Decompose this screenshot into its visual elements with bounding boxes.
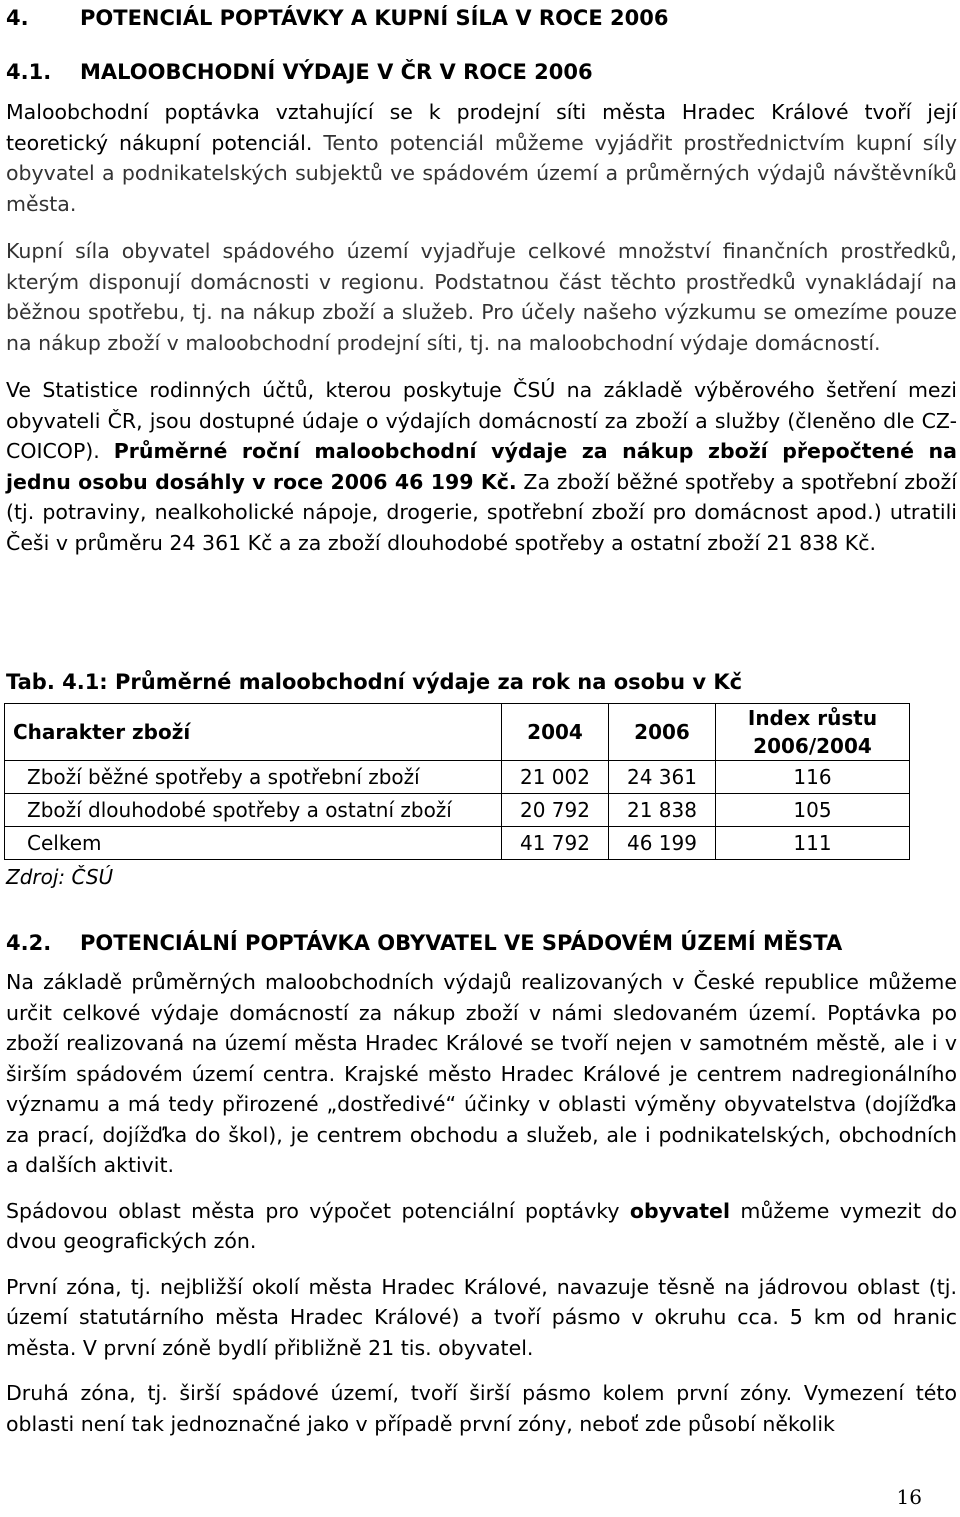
paragraph-text: Pro účely našeho výzkumu se omezíme pouze na nákup zboží v maloobchodní prodejní síti, tj. na maloobchodní výdaje domácností. [6, 300, 957, 355]
table-source: Zdroj: ČSÚ [6, 865, 114, 889]
paragraph-text: Spádovou oblast města pro výpočet potenciální poptávky [6, 1198, 620, 1223]
chapter-heading [6, 4, 668, 32]
section-4-1-body [6, 97, 957, 558]
paragraph-retail-demand [6, 97, 957, 219]
row-label: Celkem [5, 827, 502, 860]
paragraph-first-zone: První zóna, tj. nejbližší okolí města Hradec Králové, navazuje těsně na jádrovou oblast (tj. území statutárního města Hradec Králové) a tvoří pásmo v okruhu cca. 5 km od hranic města. V první zóně bydlí přibližně 21 tis. obyvatel. [6, 1274, 957, 1360]
header-index: Index růstu 2006/2004 [716, 704, 910, 761]
table-header-row [5, 704, 910, 761]
section-4-2-body [6, 967, 957, 1439]
row-index: 111 [716, 827, 910, 860]
retail-expenditure-table [4, 703, 910, 860]
section-title: POTENCIÁLNÍ POPTÁVKA OBYVATEL VE SPÁDOVÉM ÚZEMÍ MĚSTA [80, 931, 843, 955]
row-value-2004: 41 792 [502, 827, 609, 860]
header-2006: 2006 [609, 704, 716, 761]
row-index: 105 [716, 794, 910, 827]
section-number: 4.2. [6, 931, 52, 955]
paragraph-second-zone: Druhá zóna, tj. širší spádové území, tvoří širší pásmo kolem první zóny. Vymezení této oblasti není tak jednoznačné jako v případě první zóny, neboť zde působí několik [6, 1381, 957, 1436]
section-heading-4-2 [6, 929, 842, 957]
chapter-title: POTENCIÁL POPTÁVKY A KUPNÍ SÍLA V ROCE 2006 [80, 6, 669, 30]
row-index: 116 [716, 761, 910, 794]
page-number: 16 [896, 1485, 922, 1509]
paragraph-catchment: Na základě průměrných maloobchodních výdajů realizovaných v České republice můžeme určit celkové výdaje domácností za nákup zboží v námi sledovaném území. Poptávka po zboží realizovaná na území města Hradec Králové se tvoří nejen v samotném městě, ale i v širším spádovém území centra. Krajské město Hradec Králové je centrem nadregionálního významu a má tedy přirozené „dostředivé“ účinky v oblasti výměny obyvatelstva (dojížďka za prací, dojížďka do škol), je centrem obchodu a služeb, ale i podnikatelských, obchodních a dalších aktivit. [6, 970, 957, 1177]
row-value-2006: 21 838 [609, 794, 716, 827]
paragraph-text: Tento potenciál můžeme vyjádřit prostřednictvím kupní síly obyvatel a podnikatelských subjektů ve spádovém území a průměrných výdajů návštěvníků města. [6, 130, 957, 216]
table-row [5, 827, 910, 860]
paragraph-text: můžeme vymezit do dvou geografických zón. [6, 1198, 957, 1253]
paragraph-bold-text: obyvatel [629, 1198, 730, 1223]
row-value-2006: 24 361 [609, 761, 716, 794]
row-value-2006: 46 199 [609, 827, 716, 860]
paragraph-text: Ve Statistice rodinných účtů, kterou poskytuje ČSÚ na základě výběrového šetření mezi obyvateli ČR, jsou dostupné údaje o výdajích domácností za zboží a služby (členěno dle CZ-COICOP). [6, 378, 957, 463]
row-value-2004: 21 002 [502, 761, 609, 794]
paragraph-text: Podstatnou část těchto prostředků vynakládají na běžnou spotřebu, tj. na nákup zboží a služeb. [6, 269, 957, 324]
row-label: Zboží dlouhodobé spotřeby a ostatní zboží [5, 794, 502, 827]
row-value-2004: 20 792 [502, 794, 609, 827]
paragraph-text: Za zboží běžné spotřeby a spotřební zboží (tj. potraviny, nealkoholické nápoje, drogerie, spotřební zboží pro domácnost apod.) utratili Češi v průměru 24 361 Kč a za zboží dlouhodobé spotřeby a ostatní zboží 21 838 Kč. [6, 469, 957, 555]
paragraph-text: Maloobchodní poptávka vztahující se k prodejní síti města Hradec Králové tvoří její teoretický nákupní potenciál. [6, 100, 957, 155]
paragraph-text: Kupní síla obyvatel spádového území vyjadřuje celkové množství finančních prostředků, kterým disponují domácnosti v regionu. [6, 239, 957, 294]
header-goods: Charakter zboží [5, 704, 502, 761]
chapter-number: 4. [6, 6, 29, 30]
paragraph-zones-intro [6, 1196, 957, 1257]
paragraph-bold-text: Průměrné roční maloobchodní výdaje za nákup zboží přepočtené na jednu osobu dosáhly v roce 2006 46 199 Kč. [6, 439, 957, 494]
section-number: 4.1. [6, 60, 52, 84]
paragraph-statistics [6, 375, 957, 558]
table-caption: Tab. 4.1: Průměrné maloobchodní výdaje za rok na osobu v Kč [6, 670, 743, 694]
section-title: MALOOBCHODNÍ VÝDAJE V ČR V ROCE 2006 [80, 60, 593, 84]
paragraph-purchasing-power [6, 236, 957, 358]
table-row [5, 761, 910, 794]
header-2004: 2004 [502, 704, 609, 761]
table-row [5, 794, 910, 827]
row-label: Zboží běžné spotřeby a spotřební zboží [5, 761, 502, 794]
section-heading-4-1 [6, 58, 593, 86]
